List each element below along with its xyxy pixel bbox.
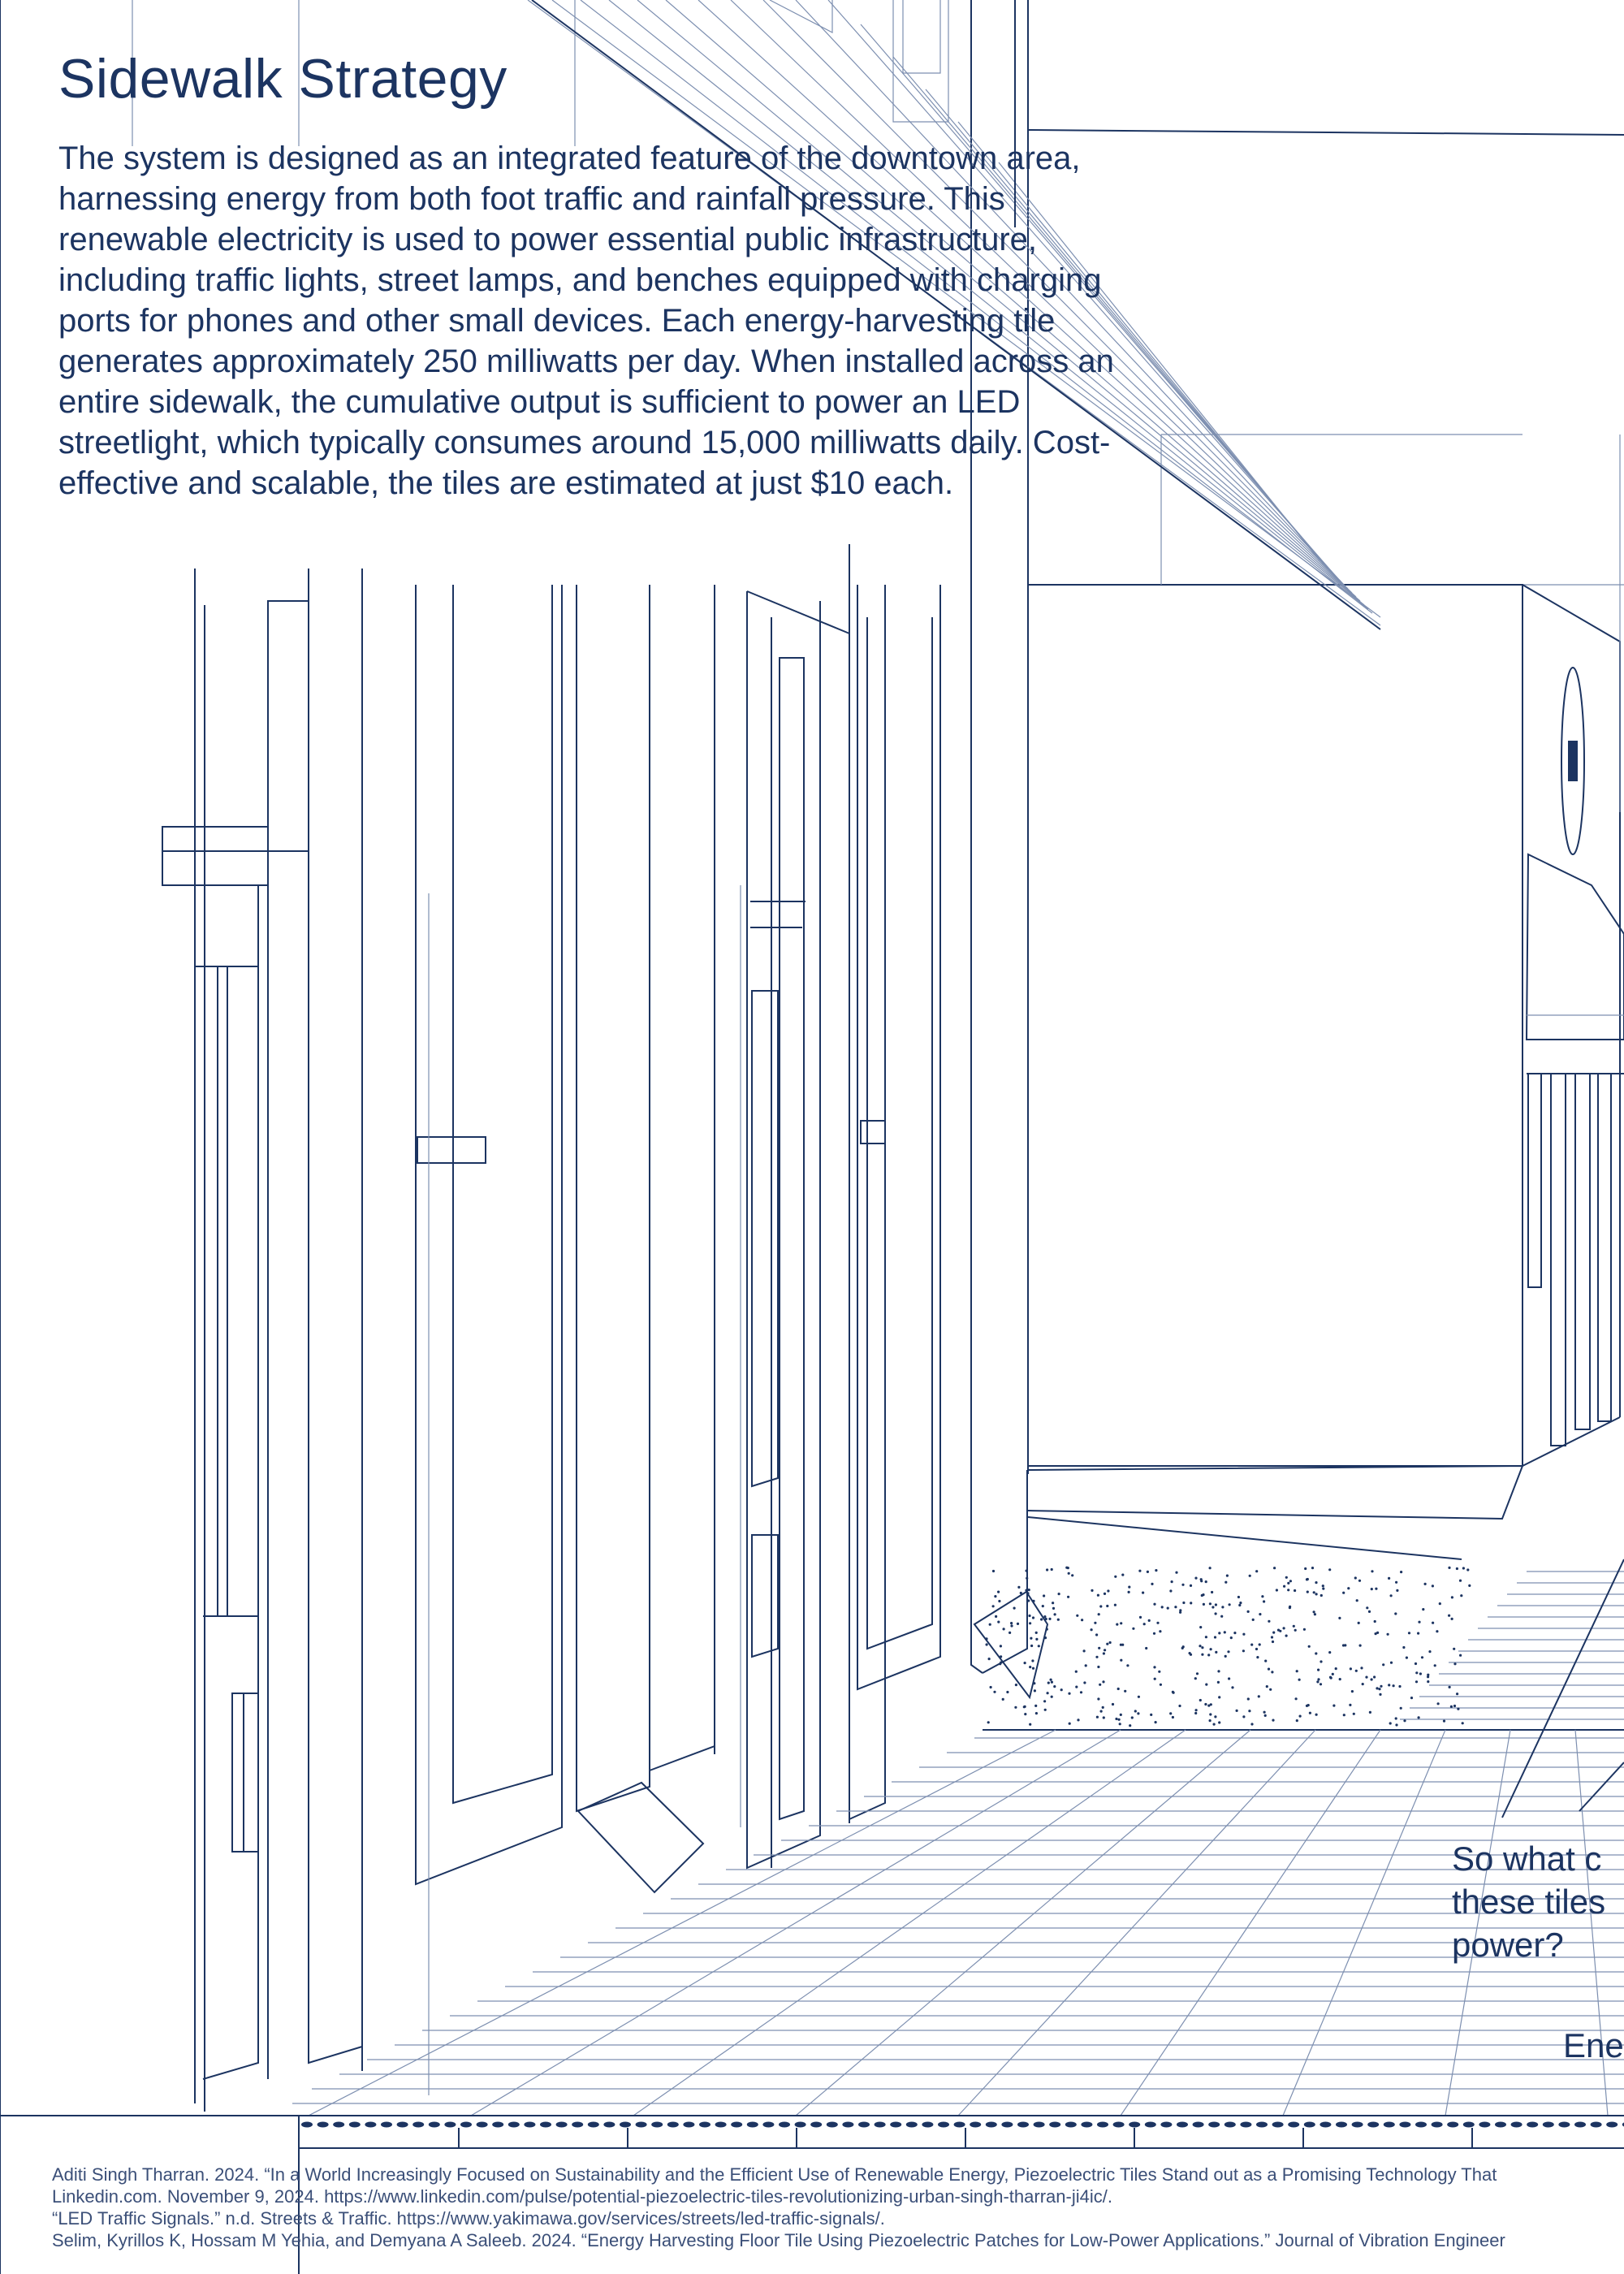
description-paragraph: The system is designed as an integrated feature of the downtown area, harnessing energy from both foot traffic and rainfall pressure. This renewable electricity is used to power essential public infrastructure, including traffic lights, street lamps, and benches equipped with charging ports for phones and other small devices. Each energy-harvesting tile generates approximately 250 milliwatts per day. When installed across an entire sidewalk, the cumulative output is sufficient to power an LED streetlight, which typically consumes around 15,000 milliwatts daily. Cost-effective and scalable, the tiles are estimated at just $10 each. — [58, 141, 1114, 501]
reference-item: Aditi Singh Tharran. 2024. “In a World Increasingly Focused on Sustainability and the Efficient Use of Renewable Energy, Piezoelectric Tiles Stand out as a Promising Technology That — [52, 2164, 1497, 2185]
references-list — [52, 2164, 1624, 2251]
reference-item: Selim, Kyrillos K, Hossam M Yehia, and Demyana A Saleeb. 2024. “Energy Harvesting Floor Tile Using Piezoelectric Patches for Low-Power Applications.” Journal of Vibration Engineer — [52, 2230, 1505, 2250]
reference-item: “LED Traffic Signals.” n.d. Streets & Traffic. https://www.yakimawa.gov/services/streets/led-traffic-signals/. — [52, 2208, 885, 2229]
callout-question: So what c these tiles power? — [1452, 1840, 1606, 1964]
reference-item: Linkedin.com. November 9, 2024. https://www.linkedin.com/pulse/potential-piezoelectric-tiles-revolutionizing-urban-singh-tharran-ji4ic/. — [52, 2186, 1112, 2207]
callout-energy-label: Ene — [1563, 2026, 1624, 2064]
page-title: Sidewalk Strategy — [58, 48, 508, 110]
